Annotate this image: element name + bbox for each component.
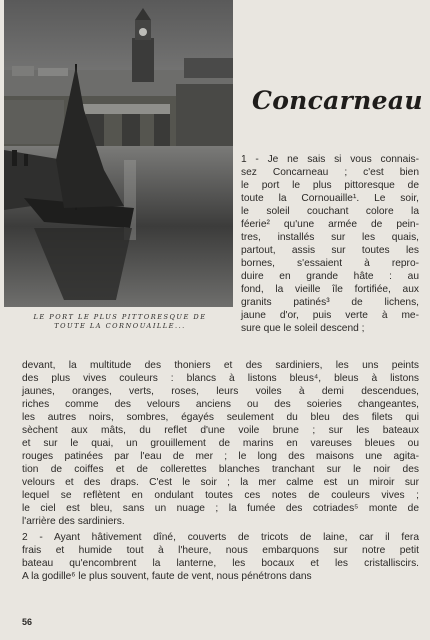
text-line: et sur le quai, un grouillement de marins en vareuses bleues ou	[22, 438, 419, 449]
text-line: l'arrière des sardiniers.	[22, 516, 125, 527]
text-line: tres, installés sur les quais,	[241, 232, 419, 243]
text-line: 2 - Ayant hâtivement dîné, couverts de tricots de laine, car il fera	[22, 532, 419, 543]
text-line: sèchent aux mâts, du reflet d'une voile brune ; sur les bateaux	[22, 425, 419, 436]
text-line: devant, la multitude des thoniers et des sardiniers, les uns peints	[22, 360, 419, 371]
text-line: toute la Cornouaille¹. Le soir,	[241, 193, 419, 204]
text-line: le soleil couchant colore la	[241, 206, 419, 217]
page-number: 56	[22, 617, 33, 627]
paragraph-2	[22, 531, 419, 583]
text-line: lequel se reflètent en ondulant toutes ces notes de couleurs vives ;	[22, 490, 419, 501]
article-title: Concarneau	[252, 86, 423, 115]
text-line: partout, assis sur toutes les	[241, 245, 419, 256]
text-line: duire en grande hâte : au	[241, 271, 419, 282]
text-line: le port le plus pittoresque de	[241, 180, 419, 191]
text-line: rouges patinées par l'eau de mer ; le long des maisons une agita-	[22, 451, 419, 462]
text-line: sure que le soleil descend ;	[241, 323, 365, 334]
text-line: le ciel est bleu, sans un nuage ; la fumée des cotriades⁵ monte de	[22, 503, 419, 514]
text-line: 1 - Je ne sais si vous connais-	[241, 154, 419, 165]
text-line: des plus vives couleurs : blancs à listons bleus⁴, bleus à listons	[22, 373, 419, 384]
photo-caption: LE PORT LE PLUS PITTORESQUE DE TOUTE LA CORNOUAILLE...	[33, 313, 207, 330]
text-line: les autres noirs, sombres, égayés seulement du bleu des filets qui	[22, 412, 419, 423]
paragraph-1-continued	[22, 359, 419, 528]
text-line: bornes, s'essaient à repro-	[241, 258, 419, 269]
harbor-photo-image	[4, 0, 233, 307]
paragraph-1-right-column	[241, 153, 419, 335]
text-line: velours et des draps. C'est le soir ; la mer calme est un miroir sur	[22, 477, 419, 488]
text-line: jaunes, oranges, verts, roses, leurs voiles à demi descendues,	[22, 386, 419, 397]
text-line: sez Concarneau ; c'est bien	[241, 167, 419, 178]
text-line: féerie² qu'une armée de pein-	[241, 219, 419, 230]
text-line: fond, la vieille île fortifiée, aux	[241, 284, 419, 295]
text-line: tion de coiffes et de collerettes blanches tranchant sur le noir des	[22, 464, 419, 475]
text-line: bateau qu'encombrent la lanterne, les bocaux et les cristalliscirs.	[22, 558, 419, 569]
text-line: granits patinés³ de lichens,	[241, 297, 419, 308]
harbor-photo	[4, 0, 233, 307]
text-line: jaune d'or, puis verte à me-	[241, 310, 419, 321]
text-line: riches comme des velours anciens ou des soieries changeantes,	[22, 399, 419, 410]
text-line: frais et humide tout à l'heure, nous embarquons sur notre petit	[22, 545, 419, 556]
text-line: A la godille⁶ le plus souvent, faute de vent, nous pénétrons dans	[22, 571, 312, 582]
